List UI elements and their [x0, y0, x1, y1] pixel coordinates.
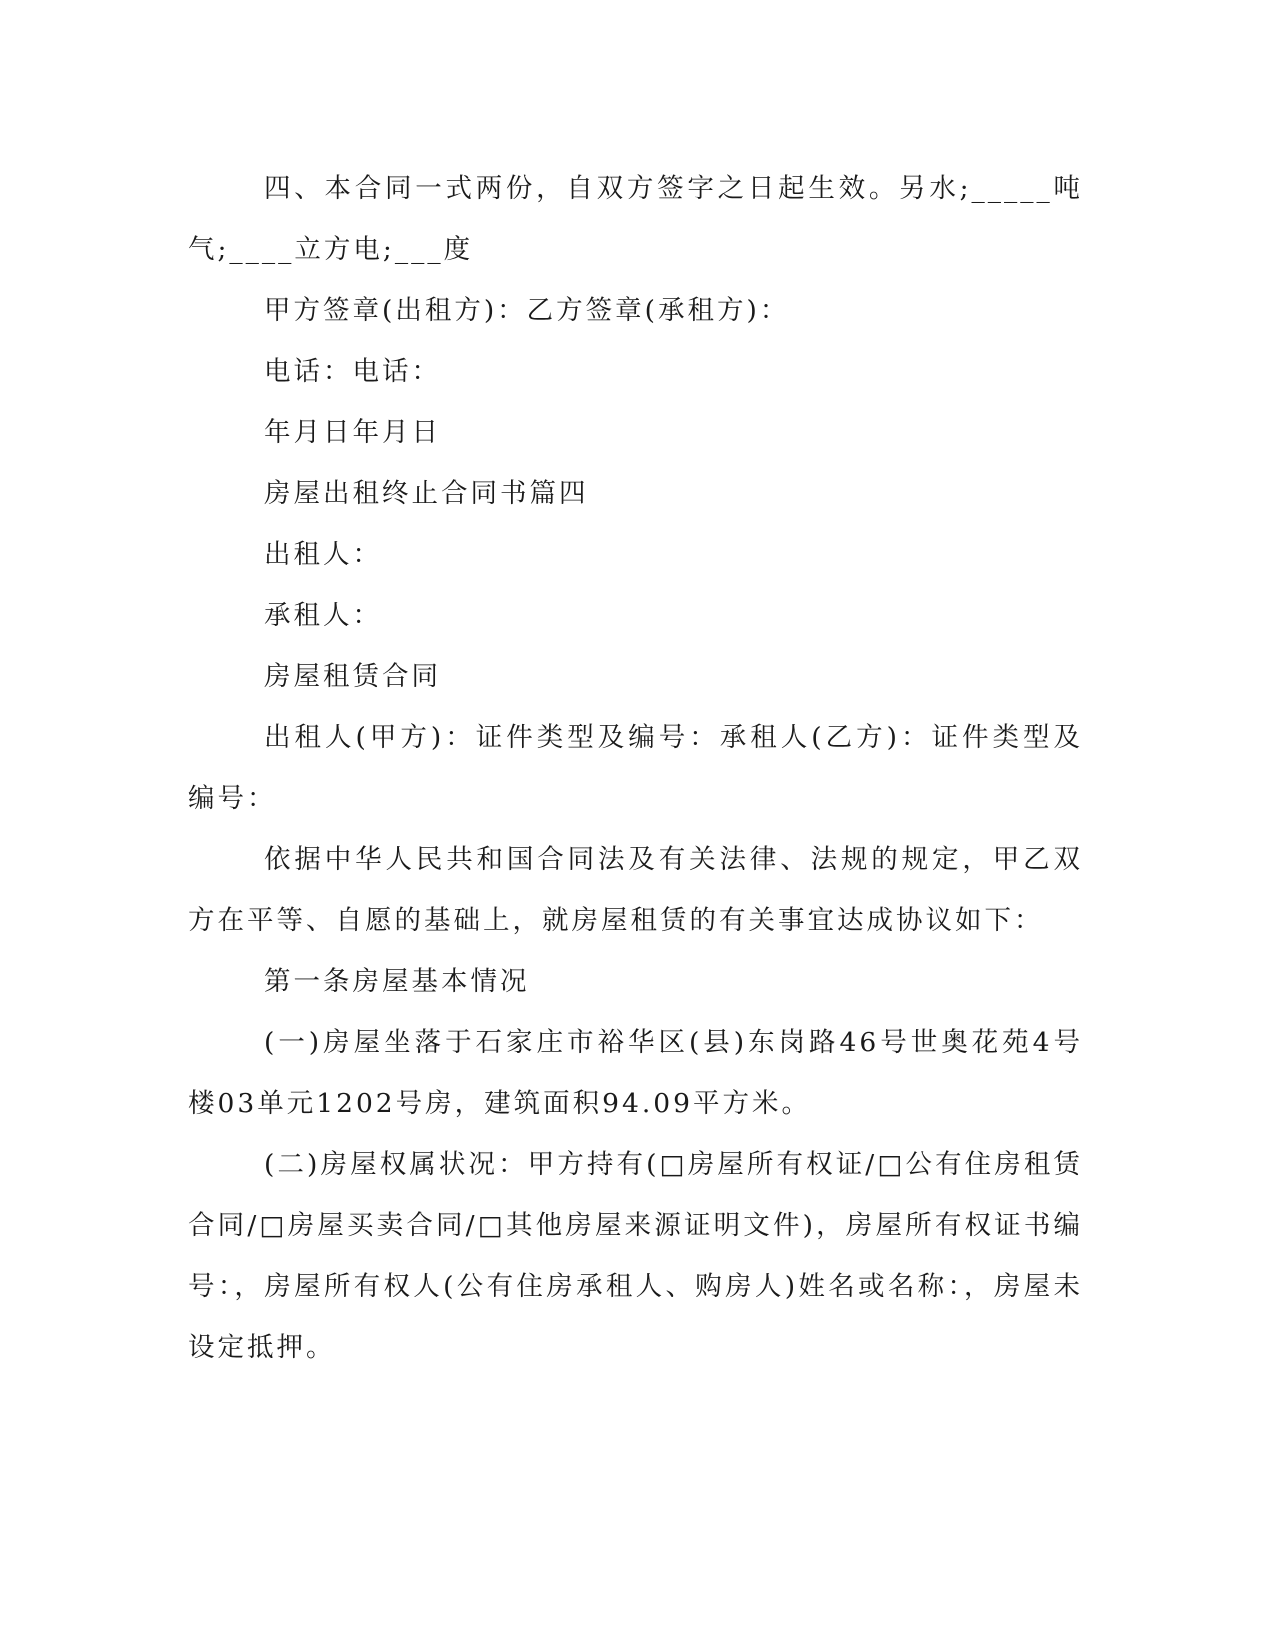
paragraph-parties: 出租人(甲方)：证件类型及编号：承租人(乙方)：证件类型及编号： [188, 722, 1083, 814]
paragraph-lessee: 承租人： [264, 600, 382, 631]
paragraph-lessor: 出租人： [264, 539, 382, 570]
article-one-heading: 第一条房屋基本情况 [264, 966, 530, 997]
paragraph-phones: 电话：电话： [264, 356, 441, 387]
paragraph-effective-clause: 四、本合同一式两份，自双方签字之日起生效。另水;_____吨气;____立方电;___度 [188, 173, 1083, 265]
paragraph-legal-basis: 依据中华人民共和国合同法及有关法律、法规的规定，甲乙双方在平等、自愿的基础上，就房屋租赁的有关事宜达成协议如下： [188, 844, 1083, 936]
contract-title: 房屋租赁合同 [264, 661, 441, 692]
paragraph-dates: 年月日年月日 [264, 417, 441, 448]
paragraph-signatures: 甲方签章(出租方)：乙方签章(承租方)： [264, 295, 790, 326]
paragraph-location: (一)房屋坐落于石家庄市裕华区(县)东岗路46号世奥花苑4号楼03单元1202号房，建筑面积94.09平方米。 [188, 1027, 1083, 1119]
paragraph-ownership: (二)房屋权属状况：甲方持有(□房屋所有权证/□公有住房租赁合同/□房屋买卖合同/□其他房屋来源证明文件)，房屋所有权证书编号：，房屋所有权人(公有住房承租人、购房人)姓名或名称：，房屋未设定抵押。 [188, 1149, 1083, 1363]
document-body [188, 158, 1083, 1378]
section-heading: 房屋出租终止合同书篇四 [264, 478, 589, 509]
